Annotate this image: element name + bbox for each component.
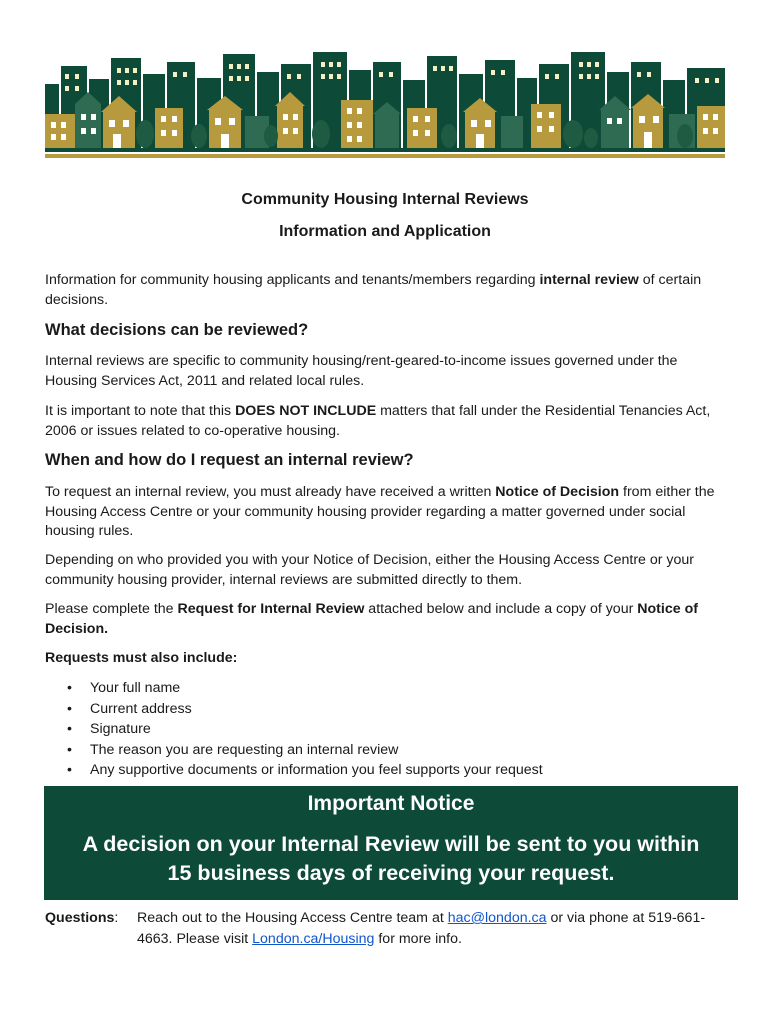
section2-paragraph-1: To request an internal review, you must already have received a written Notice of Decision from either the Housing Access Centre or your community housing provider regarding a matter governed under social housing rules. bbox=[45, 484, 715, 539]
bullet-icon: • bbox=[67, 680, 72, 696]
list-item: • Any supportive documents or information you feel supports your request bbox=[45, 760, 725, 781]
notice-heading: Important Notice bbox=[307, 792, 475, 815]
list-item: • The reason you are requesting an internal review bbox=[45, 740, 725, 761]
requirements-list bbox=[45, 678, 725, 781]
section2-paragraph-2: Depending on who provided you with your Notice of Decision, either the Housing Access Centre or your community housing provider, internal reviews are submitted directly to them. bbox=[45, 552, 695, 588]
bullet-icon: • bbox=[67, 762, 72, 778]
requests-label: Requests must also include: bbox=[45, 650, 238, 666]
list-item: • Your full name bbox=[45, 678, 725, 699]
bullet-icon: • bbox=[67, 700, 72, 717]
section1-paragraph-1: Internal reviews are specific to community housing/rent-geared-to-income issues governed under the Housing Services Act, 2011 and related local rules. bbox=[45, 353, 678, 389]
document-title: Community Housing Internal Reviews bbox=[241, 191, 529, 208]
list-item: • Current address bbox=[45, 699, 725, 720]
questions-text: Reach out to the Housing Access Centre team at hac@london.ca or via phone at 519-661-4663. Please visit London.ca/Housing for more info. bbox=[137, 910, 706, 947]
notice-text: A decision on your Internal Review will be sent to you within 15 business days of receiving your request. bbox=[82, 832, 700, 885]
important-notice-box bbox=[44, 786, 738, 900]
bullet-icon: • bbox=[67, 721, 72, 737]
housing-website-link[interactable]: London.ca/Housing bbox=[252, 930, 375, 947]
document-subtitle: Information and Application bbox=[279, 223, 491, 240]
section-heading-how-to-request: When and how do I request an internal review? bbox=[45, 451, 414, 469]
intro-paragraph: Information for community housing applicants and tenants/members regarding internal review of certain decisions. bbox=[45, 272, 702, 308]
city-skyline-banner bbox=[45, 44, 725, 160]
email-link[interactable]: hac@london.ca bbox=[447, 910, 547, 926]
questions-label: Questions: bbox=[45, 910, 119, 926]
section-heading-decisions: What decisions can be reviewed? bbox=[45, 321, 309, 339]
section1-paragraph-2: It is important to note that this DOES NOT INCLUDE matters that fall under the Residential Tenancies Act, 2006 or issues related to co-operative housing. bbox=[45, 403, 711, 439]
list-item: • Signature bbox=[45, 719, 725, 740]
bullet-icon: • bbox=[67, 741, 72, 758]
section2-paragraph-3: Please complete the Request for Internal Review attached below and include a copy of your Notice of Decision. bbox=[45, 601, 698, 637]
